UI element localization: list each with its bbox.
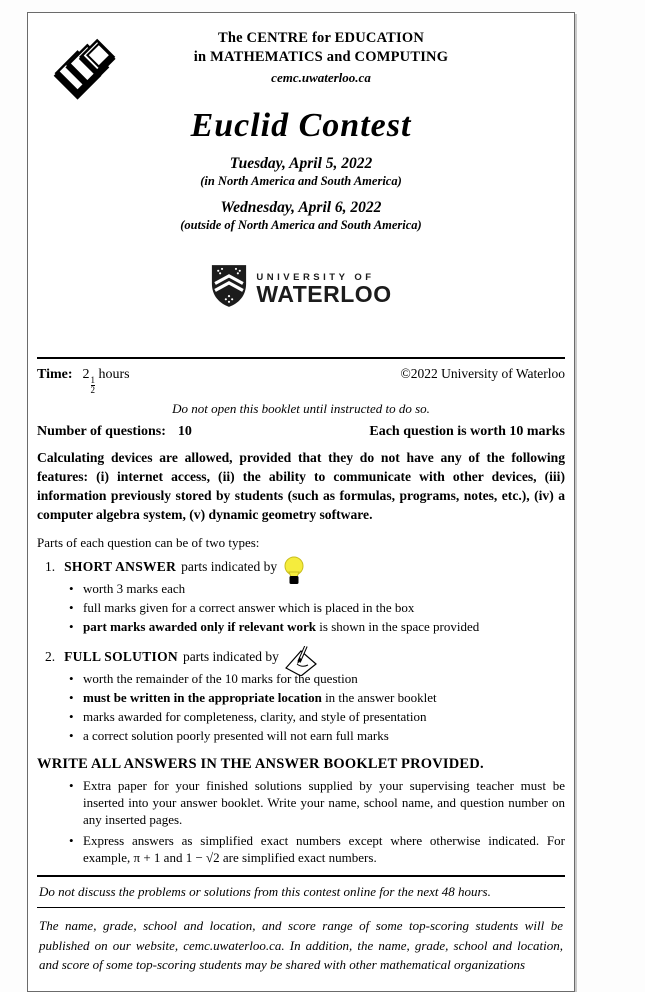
part2-name: FULL SOLUTION — [64, 648, 178, 664]
answer-booklet-bullets — [37, 777, 565, 866]
uw-wordmark-bottom: WATERLOO — [256, 280, 392, 307]
list-item: • worth the remainder of the 10 marks for the question — [83, 671, 565, 688]
answer-booklet-heading: WRITE ALL ANSWERS IN THE ANSWER BOOKLET PROVIDED. — [37, 756, 484, 772]
uw-shield-icon — [210, 263, 248, 314]
date-block-2 — [37, 198, 565, 233]
no-discussion-notice: Do not discuss the problems or solutions from this contest online for the next 48 hours. — [39, 884, 491, 899]
part2-number: 2. — [45, 648, 56, 664]
part1-number: 1. — [45, 559, 56, 574]
marks-note: Each question is worth 10 marks — [369, 424, 565, 439]
page-content — [28, 13, 574, 975]
contest-region-2: (outside of North America and South America) — [180, 218, 422, 232]
contest-region-1: (in North America and South America) — [200, 174, 402, 188]
part2-bullets — [37, 671, 565, 745]
time-label: Time: — [37, 367, 73, 382]
contest-title: Euclid Contest — [190, 107, 412, 144]
questions-row — [37, 424, 565, 440]
calculator-policy: Calculating devices are allowed, provided that they do not have any of the following features: (i) internet access, (ii) the ability to communicate with other devices, (iii) information previously stored by students (such as formulas, programs, notes, etc.), (iv) a computer algebra system, (v) dynamic geometry software. — [37, 450, 565, 522]
uw-logo — [37, 263, 565, 313]
time-fraction: $\frac{1}{2}$ — [90, 375, 96, 395]
list-item: • a correct solution poorly presented will not earn full marks — [83, 728, 565, 745]
list-item: • must be written in the appropriate location in the answer booklet — [83, 690, 565, 707]
part1-bullets — [37, 581, 565, 636]
cemc-books-logo-icon — [49, 29, 129, 106]
part1-tail: parts indicated by — [181, 559, 278, 574]
list-item: • part marks awarded only if relevant work is shown in the space provided — [83, 619, 565, 636]
contest-date-1: Tuesday, April 5, 2022 — [229, 155, 373, 172]
list-item: • Express answers as simplified exact numbers except where otherwise indicated. For example, π + 1 and 1 − √2 are simplified exact numbers. — [83, 832, 565, 866]
list-item: • Extra paper for your finished solutions supplied by your supervising teacher must be inserted into your answer booklet. Write your name, school name, and question number on any inserted pages. — [83, 777, 565, 828]
cemc-website: cemc.uwaterloo.ca — [271, 70, 371, 85]
rule-footer-top — [37, 875, 565, 877]
time-row — [37, 366, 565, 395]
part2-tail: parts indicated by — [182, 648, 279, 664]
copyright-notice: ©2022 University of Waterloo — [400, 366, 565, 381]
part1-name: SHORT ANSWER — [64, 559, 177, 574]
uw-wordmark — [256, 272, 391, 305]
list-item: • worth 3 marks each — [83, 581, 565, 598]
time-value — [37, 367, 130, 395]
part1-heading — [37, 556, 565, 578]
part2-heading — [37, 646, 565, 668]
do-not-open-notice: Do not open this booklet until instructed to do so. — [172, 401, 430, 416]
questions-count: Number of questions: 10 — [37, 424, 192, 439]
org-line-2: in MATHEMATICS and COMPUTING — [193, 49, 449, 65]
date-block-1 — [37, 154, 565, 189]
time-unit: hours — [98, 367, 130, 382]
contest-date-2: Wednesday, April 6, 2022 — [220, 199, 382, 216]
cemc-header — [37, 29, 565, 99]
rule-top — [37, 357, 565, 359]
contest-cover-page — [27, 12, 575, 992]
list-item: • full marks given for a correct answer which is placed in the box — [83, 600, 565, 617]
time-whole: 2 — [82, 367, 90, 382]
parts-intro: Parts of each question can be of two types: — [37, 535, 260, 550]
rule-footer-mid — [37, 907, 565, 908]
list-item: • marks awarded for completeness, clarity, and style of presentation — [83, 709, 565, 726]
uw-wordmark-top: UNIVERSITY OF — [256, 271, 375, 283]
publication-notice: The name, grade, school and location, and score range of some top-scoring students will be published on our website, cemc.uwaterloo.ca. In addition, the name, grade, school and location, and score of some top-scoring students may be shared with other mathematical organizations — [39, 918, 563, 972]
org-line-1: The CENTRE for EDUCATION — [217, 30, 425, 46]
